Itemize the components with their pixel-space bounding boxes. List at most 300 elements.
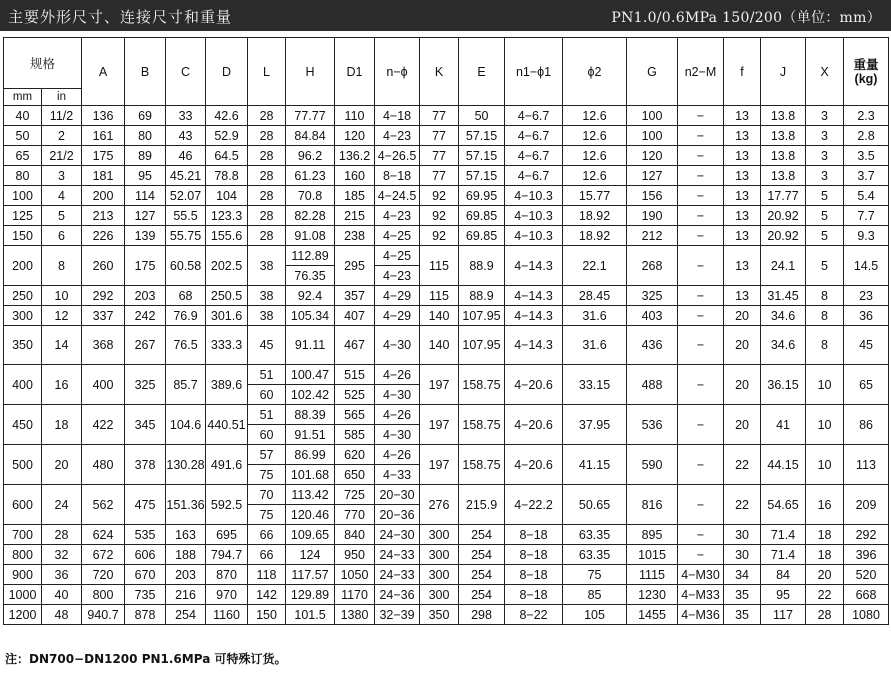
table-cell: 2.8 bbox=[844, 126, 889, 146]
table-row bbox=[4, 445, 889, 465]
table-cell: 92 bbox=[420, 226, 459, 246]
table-cell: 4−6.7 bbox=[505, 106, 563, 126]
table-cell: 1080 bbox=[844, 605, 889, 625]
column-header: C bbox=[166, 38, 206, 106]
table-cell: 292 bbox=[82, 286, 125, 306]
table-cell: 181 bbox=[82, 166, 125, 186]
table-cell: 163 bbox=[166, 525, 206, 545]
column-header: D bbox=[206, 38, 248, 106]
table-cell: 250.5 bbox=[206, 286, 248, 306]
table-cell: 13 bbox=[724, 186, 761, 206]
table-cell: 120 bbox=[627, 146, 678, 166]
table-cell: 13 bbox=[724, 106, 761, 126]
table-cell: 188 bbox=[166, 545, 206, 565]
table-cell: 190 bbox=[627, 206, 678, 226]
table-cell: 21/2 bbox=[42, 146, 82, 166]
table-cell: 20 bbox=[724, 326, 761, 365]
table-cell: 720 bbox=[82, 565, 125, 585]
table-cell: 4−23 bbox=[375, 206, 420, 226]
table-cell: 3 bbox=[806, 126, 844, 146]
table-cell: 12.6 bbox=[563, 126, 627, 146]
table-cell: − bbox=[678, 405, 724, 445]
table-cell: 36 bbox=[42, 565, 82, 585]
table-cell: 4−26 bbox=[375, 445, 420, 465]
table-cell: 565 bbox=[335, 405, 375, 425]
table-cell: 51 bbox=[248, 405, 286, 425]
table-cell: 11/2 bbox=[42, 106, 82, 126]
table-cell: − bbox=[678, 126, 724, 146]
table-cell: 215 bbox=[335, 206, 375, 226]
table-cell: 13 bbox=[724, 226, 761, 246]
table-cell: 55.5 bbox=[166, 206, 206, 226]
table-cell: 8−22 bbox=[505, 605, 563, 625]
table-cell: 4−24.5 bbox=[375, 186, 420, 206]
table-cell: 51 bbox=[248, 365, 286, 385]
column-header: X bbox=[806, 38, 844, 106]
table-cell: − bbox=[678, 286, 724, 306]
table-cell: 150 bbox=[4, 226, 42, 246]
table-cell: 254 bbox=[459, 525, 505, 545]
table-cell: 695 bbox=[206, 525, 248, 545]
table-cell: 794.7 bbox=[206, 545, 248, 565]
table-cell: 101.5 bbox=[286, 605, 335, 625]
table-cell: 36.15 bbox=[761, 365, 806, 405]
table-cell: 140 bbox=[420, 326, 459, 365]
table-cell: 536 bbox=[627, 405, 678, 445]
footnote: 注：DN700−DN1200 PN1.6MPa 可特殊订货。 bbox=[5, 652, 287, 666]
table-cell: 68 bbox=[166, 286, 206, 306]
table-cell: 2.3 bbox=[844, 106, 889, 126]
table-cell: 12.6 bbox=[563, 106, 627, 126]
table-cell: 161 bbox=[82, 126, 125, 146]
table-cell: 1000 bbox=[4, 585, 42, 605]
table-cell: 670 bbox=[125, 565, 166, 585]
table-cell: 488 bbox=[627, 365, 678, 405]
spec-group-header: 规格 bbox=[4, 38, 82, 89]
table-cell: 113.42 bbox=[286, 485, 335, 505]
table-cell: 40 bbox=[4, 106, 42, 126]
table-cell: 10 bbox=[806, 445, 844, 485]
table-cell: − bbox=[678, 326, 724, 365]
table-cell: 325 bbox=[125, 365, 166, 405]
table-cell: 1050 bbox=[335, 565, 375, 585]
table-cell: 12.6 bbox=[563, 146, 627, 166]
table-cell: 65 bbox=[4, 146, 42, 166]
table-cell: 396 bbox=[844, 545, 889, 565]
table-cell: 333.3 bbox=[206, 326, 248, 365]
table-cell: 175 bbox=[125, 246, 166, 286]
table-row bbox=[4, 126, 889, 146]
table-cell: 254 bbox=[459, 545, 505, 565]
table-cell: 86.99 bbox=[286, 445, 335, 465]
table-cell: 18.92 bbox=[563, 226, 627, 246]
table-cell: 28 bbox=[248, 186, 286, 206]
table-cell: 12 bbox=[42, 306, 82, 326]
table-cell: 20 bbox=[806, 565, 844, 585]
table-cell: 4 bbox=[42, 186, 82, 206]
table-cell: 57 bbox=[248, 445, 286, 465]
table-cell: 6 bbox=[42, 226, 82, 246]
table-cell: 78.8 bbox=[206, 166, 248, 186]
table-cell: 200 bbox=[4, 246, 42, 286]
table-cell: 300 bbox=[420, 525, 459, 545]
table-cell: 23 bbox=[844, 286, 889, 306]
table-cell: 69.85 bbox=[459, 226, 505, 246]
table-cell: 92 bbox=[420, 206, 459, 226]
table-cell: 82.28 bbox=[286, 206, 335, 226]
dimension-table bbox=[3, 37, 889, 625]
table-cell: 4−25 bbox=[375, 246, 420, 266]
table-cell: 80 bbox=[4, 166, 42, 186]
table-cell: 125 bbox=[4, 206, 42, 226]
table-cell: 8−18 bbox=[505, 585, 563, 605]
table-cell: 3 bbox=[806, 106, 844, 126]
table-cell: 91.08 bbox=[286, 226, 335, 246]
table-cell: 300 bbox=[4, 306, 42, 326]
table-row bbox=[4, 146, 889, 166]
table-cell: 22 bbox=[724, 445, 761, 485]
table-cell: 31.6 bbox=[563, 306, 627, 326]
table-cell: 18.92 bbox=[563, 206, 627, 226]
table-cell: 46 bbox=[166, 146, 206, 166]
table-cell: 156 bbox=[627, 186, 678, 206]
table-cell: − bbox=[678, 485, 724, 525]
table-cell: 60.58 bbox=[166, 246, 206, 286]
table-cell: 8−18 bbox=[505, 565, 563, 585]
table-cell: 467 bbox=[335, 326, 375, 365]
table-cell: 76.35 bbox=[286, 266, 335, 286]
table-cell: 84 bbox=[761, 565, 806, 585]
table-cell: 110 bbox=[335, 106, 375, 126]
table-cell: 878 bbox=[125, 605, 166, 625]
table-cell: 50 bbox=[459, 106, 505, 126]
table-cell: 606 bbox=[125, 545, 166, 565]
table-cell: 28 bbox=[248, 146, 286, 166]
table-cell: 4−29 bbox=[375, 306, 420, 326]
table-cell: 96.2 bbox=[286, 146, 335, 166]
table-cell: 840 bbox=[335, 525, 375, 545]
table-cell: 4−20.6 bbox=[505, 405, 563, 445]
table-cell: 14.5 bbox=[844, 246, 889, 286]
table-cell: 38 bbox=[248, 246, 286, 286]
table-cell: 800 bbox=[82, 585, 125, 605]
column-header: A bbox=[82, 38, 125, 106]
table-cell: 115 bbox=[420, 286, 459, 306]
table-cell: 60 bbox=[248, 385, 286, 405]
table-cell: 212 bbox=[627, 226, 678, 246]
table-cell: 8−18 bbox=[375, 166, 420, 186]
column-header: H bbox=[286, 38, 335, 106]
table-cell: 88.9 bbox=[459, 286, 505, 306]
table-cell: 85.7 bbox=[166, 365, 206, 405]
table-cell: 301.6 bbox=[206, 306, 248, 326]
table-cell: 292 bbox=[844, 525, 889, 545]
table-cell: 129.89 bbox=[286, 585, 335, 605]
column-header: E bbox=[459, 38, 505, 106]
table-cell: 8−18 bbox=[505, 525, 563, 545]
table-cell: 4−10.3 bbox=[505, 206, 563, 226]
table-cell: 4−10.3 bbox=[505, 226, 563, 246]
table-cell: 325 bbox=[627, 286, 678, 306]
table-cell: 117 bbox=[761, 605, 806, 625]
table-cell: 34.6 bbox=[761, 326, 806, 365]
in-sub-header: in bbox=[42, 89, 82, 106]
table-cell: 13.8 bbox=[761, 126, 806, 146]
table-cell: 357 bbox=[335, 286, 375, 306]
table-cell: 298 bbox=[459, 605, 505, 625]
table-cell: 1160 bbox=[206, 605, 248, 625]
table-cell: 254 bbox=[459, 585, 505, 605]
table-cell: 104 bbox=[206, 186, 248, 206]
table-cell: 66 bbox=[248, 545, 286, 565]
table-cell: 24−36 bbox=[375, 585, 420, 605]
table-cell: 28 bbox=[248, 206, 286, 226]
table-cell: 13 bbox=[724, 146, 761, 166]
table-cell: 33 bbox=[166, 106, 206, 126]
table-cell: 368 bbox=[82, 326, 125, 365]
table-cell: 31.6 bbox=[563, 326, 627, 365]
table-cell: 562 bbox=[82, 485, 125, 525]
table-cell: 250 bbox=[4, 286, 42, 306]
table-cell: 22.1 bbox=[563, 246, 627, 286]
table-cell: 4−30 bbox=[375, 425, 420, 445]
table-cell: 16 bbox=[806, 485, 844, 525]
table-cell: 213 bbox=[82, 206, 125, 226]
table-cell: 254 bbox=[166, 605, 206, 625]
table-cell: 4−14.3 bbox=[505, 306, 563, 326]
table-cell: 20 bbox=[724, 306, 761, 326]
column-header: J bbox=[761, 38, 806, 106]
table-cell: 114 bbox=[125, 186, 166, 206]
table-cell: 770 bbox=[335, 505, 375, 525]
table-cell: 8 bbox=[806, 306, 844, 326]
table-cell: 42.6 bbox=[206, 106, 248, 126]
table-cell: 151.36 bbox=[166, 485, 206, 525]
table-cell: 185 bbox=[335, 186, 375, 206]
table-cell: 95 bbox=[761, 585, 806, 605]
table-cell: 107.95 bbox=[459, 326, 505, 365]
table-cell: 69.95 bbox=[459, 186, 505, 206]
table-cell: 75 bbox=[563, 565, 627, 585]
column-header: B bbox=[125, 38, 166, 106]
table-cell: 197 bbox=[420, 405, 459, 445]
table-cell: 15.77 bbox=[563, 186, 627, 206]
table-cell: 38 bbox=[248, 306, 286, 326]
table-cell: 203 bbox=[166, 565, 206, 585]
table-cell: 950 bbox=[335, 545, 375, 565]
table-cell: 197 bbox=[420, 365, 459, 405]
table-cell: 136.2 bbox=[335, 146, 375, 166]
table-cell: 816 bbox=[627, 485, 678, 525]
table-cell: 76.9 bbox=[166, 306, 206, 326]
table-cell: 86 bbox=[844, 405, 889, 445]
table-cell: 127 bbox=[627, 166, 678, 186]
table-cell: 1455 bbox=[627, 605, 678, 625]
table-cell: 40 bbox=[42, 585, 82, 605]
table-cell: 268 bbox=[627, 246, 678, 286]
table-cell: 13 bbox=[724, 206, 761, 226]
table-cell: 104.6 bbox=[166, 405, 206, 445]
column-header: D1 bbox=[335, 38, 375, 106]
table-cell: 216 bbox=[166, 585, 206, 605]
table-cell: 1200 bbox=[4, 605, 42, 625]
table-cell: 20.92 bbox=[761, 226, 806, 246]
table-cell: 2 bbox=[42, 126, 82, 146]
table-cell: 41 bbox=[761, 405, 806, 445]
table-cell: 123.3 bbox=[206, 206, 248, 226]
table-cell: − bbox=[678, 525, 724, 545]
table-cell: 5 bbox=[806, 246, 844, 286]
header-row bbox=[4, 38, 889, 89]
table-cell: 900 bbox=[4, 565, 42, 585]
table-cell: 34.6 bbox=[761, 306, 806, 326]
table-cell: 28 bbox=[248, 166, 286, 186]
table-cell: 668 bbox=[844, 585, 889, 605]
column-header: G bbox=[627, 38, 678, 106]
table-cell: 350 bbox=[4, 326, 42, 365]
table-cell: 20 bbox=[42, 445, 82, 485]
table-cell: 16 bbox=[42, 365, 82, 405]
table-cell: 4−22.2 bbox=[505, 485, 563, 525]
table-cell: 202.5 bbox=[206, 246, 248, 286]
table-cell: 50 bbox=[4, 126, 42, 146]
table-cell: 725 bbox=[335, 485, 375, 505]
table-cell: 475 bbox=[125, 485, 166, 525]
table-cell: 120 bbox=[335, 126, 375, 146]
table-cell: 590 bbox=[627, 445, 678, 485]
table-cell: 91.51 bbox=[286, 425, 335, 445]
table-row bbox=[4, 605, 889, 625]
table-cell: 4−23 bbox=[375, 266, 420, 286]
table-cell: 105 bbox=[563, 605, 627, 625]
table-row bbox=[4, 525, 889, 545]
table-cell: 9.3 bbox=[844, 226, 889, 246]
table-cell: 4−14.3 bbox=[505, 246, 563, 286]
table-cell: 24−33 bbox=[375, 545, 420, 565]
table-cell: 5 bbox=[806, 206, 844, 226]
table-cell: 63.35 bbox=[563, 525, 627, 545]
table-cell: 85 bbox=[563, 585, 627, 605]
table-cell: 300 bbox=[420, 585, 459, 605]
table-cell: 61.23 bbox=[286, 166, 335, 186]
table-cell: 136 bbox=[82, 106, 125, 126]
table-cell: 7.7 bbox=[844, 206, 889, 226]
table-cell: 109.65 bbox=[286, 525, 335, 545]
table-cell: 970 bbox=[206, 585, 248, 605]
table-cell: 112.89 bbox=[286, 246, 335, 266]
table-cell: 20−30 bbox=[375, 485, 420, 505]
table-cell: 89 bbox=[125, 146, 166, 166]
table-cell: 870 bbox=[206, 565, 248, 585]
table-cell: 48 bbox=[42, 605, 82, 625]
table-cell: 117.57 bbox=[286, 565, 335, 585]
table-cell: 100 bbox=[4, 186, 42, 206]
table-cell: 71.4 bbox=[761, 545, 806, 565]
table-cell: 120.46 bbox=[286, 505, 335, 525]
table-cell: 4−30 bbox=[375, 385, 420, 405]
table-cell: 28 bbox=[248, 106, 286, 126]
table-cell: 18 bbox=[42, 405, 82, 445]
table-cell: 155.6 bbox=[206, 226, 248, 246]
column-header: L bbox=[248, 38, 286, 106]
table-cell: 345 bbox=[125, 405, 166, 445]
table-cell: 4−26 bbox=[375, 405, 420, 425]
table-cell: 32 bbox=[42, 545, 82, 565]
table-row bbox=[4, 166, 889, 186]
table-cell: 101.68 bbox=[286, 465, 335, 485]
table-cell: 209 bbox=[844, 485, 889, 525]
table-cell: 4−M33 bbox=[678, 585, 724, 605]
table-cell: 45 bbox=[248, 326, 286, 365]
table-cell: 31.45 bbox=[761, 286, 806, 306]
table-cell: 5 bbox=[806, 226, 844, 246]
title-bar bbox=[0, 0, 891, 31]
table-cell: 113 bbox=[844, 445, 889, 485]
table-cell: 20.92 bbox=[761, 206, 806, 226]
table-cell: 139 bbox=[125, 226, 166, 246]
table-cell: 4−23 bbox=[375, 126, 420, 146]
table-cell: 52.9 bbox=[206, 126, 248, 146]
table-cell: 4−14.3 bbox=[505, 326, 563, 365]
table-cell: 337 bbox=[82, 306, 125, 326]
table-row bbox=[4, 326, 889, 365]
table-cell: 242 bbox=[125, 306, 166, 326]
table-cell: 105.34 bbox=[286, 306, 335, 326]
table-cell: 13.8 bbox=[761, 106, 806, 126]
table-cell: 4−10.3 bbox=[505, 186, 563, 206]
table-cell: 17.77 bbox=[761, 186, 806, 206]
table-cell: 30 bbox=[724, 525, 761, 545]
table-cell: 592.5 bbox=[206, 485, 248, 525]
table-cell: 22 bbox=[724, 485, 761, 525]
table-cell: 4−14.3 bbox=[505, 286, 563, 306]
table-cell: 620 bbox=[335, 445, 375, 465]
table-row bbox=[4, 206, 889, 226]
table-cell: 24.1 bbox=[761, 246, 806, 286]
table-cell: 260 bbox=[82, 246, 125, 286]
table-cell: 8 bbox=[806, 326, 844, 365]
table-cell: 36 bbox=[844, 306, 889, 326]
table-cell: 115 bbox=[420, 246, 459, 286]
column-header: f bbox=[724, 38, 761, 106]
weight-column-header: 重量 (kg) bbox=[844, 38, 889, 106]
column-header: n2−M bbox=[678, 38, 724, 106]
table-cell: 150 bbox=[248, 605, 286, 625]
table-cell: − bbox=[678, 186, 724, 206]
table-cell: 75 bbox=[248, 505, 286, 525]
table-cell: 69.85 bbox=[459, 206, 505, 226]
table-cell: 3.5 bbox=[844, 146, 889, 166]
table-cell: 60 bbox=[248, 425, 286, 445]
table-cell: 57.15 bbox=[459, 126, 505, 146]
table-cell: 8 bbox=[42, 246, 82, 286]
table-cell: 450 bbox=[4, 405, 42, 445]
table-cell: 30 bbox=[724, 545, 761, 565]
table-cell: 14 bbox=[42, 326, 82, 365]
table-cell: 44.15 bbox=[761, 445, 806, 485]
table-cell: 535 bbox=[125, 525, 166, 545]
table-cell: 13 bbox=[724, 286, 761, 306]
table-cell: 142 bbox=[248, 585, 286, 605]
table-cell: 8−18 bbox=[505, 545, 563, 565]
table-cell: 22 bbox=[806, 585, 844, 605]
table-cell: 295 bbox=[335, 246, 375, 286]
table-cell: − bbox=[678, 206, 724, 226]
table-cell: 57.15 bbox=[459, 146, 505, 166]
table-cell: 5 bbox=[806, 186, 844, 206]
table-cell: 1230 bbox=[627, 585, 678, 605]
table-cell: 28 bbox=[248, 226, 286, 246]
